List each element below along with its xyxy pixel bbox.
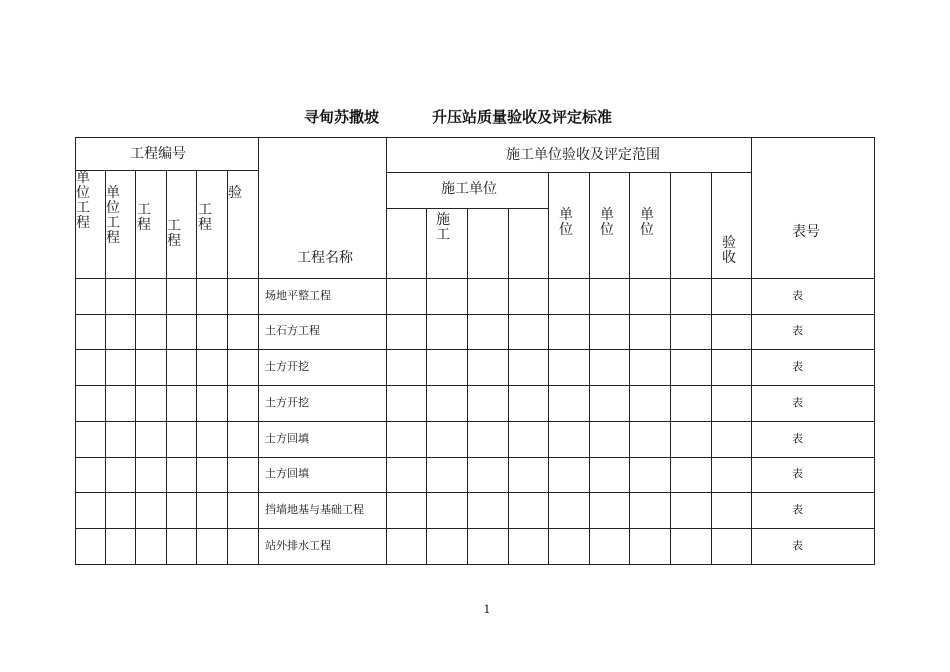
row-line (75, 528, 875, 529)
row-name: 土方回填 (265, 467, 309, 480)
col-line (135, 170, 136, 564)
table-border-right (874, 137, 875, 565)
row-form-no: 表 (792, 539, 803, 552)
row-form-no: 表 (792, 503, 803, 516)
header-unit-col-3: 单位 (640, 207, 654, 238)
col-line (589, 172, 590, 564)
row-form-no: 表 (792, 396, 803, 409)
row-form-no: 表 (792, 324, 803, 337)
header-construction-short: 施工 (436, 212, 450, 243)
header-subcode-2: 单位工程 (106, 185, 120, 246)
col-line (508, 208, 509, 564)
page-number: 1 (483, 603, 491, 616)
col-line (196, 170, 197, 564)
header-unit-col-2: 单位 (600, 207, 614, 238)
row-name: 土方开挖 (265, 360, 309, 373)
title-project: 寻甸苏撒坡 (304, 108, 380, 126)
table-border-bottom (75, 564, 875, 565)
row-line (75, 385, 875, 386)
row-form-no: 表 (792, 289, 803, 302)
row-name: 土方开挖 (265, 396, 309, 409)
row-form-no: 表 (792, 467, 803, 480)
col-line (386, 137, 387, 565)
row-name: 场地平整工程 (265, 289, 331, 302)
row-name: 土石方工程 (265, 324, 320, 337)
header-scope: 施工单位验收及评定范围 (506, 147, 660, 163)
row-line (75, 349, 875, 350)
header-form-no: 表号 (792, 224, 820, 240)
header-unit-col-1: 单位 (559, 207, 573, 238)
row-line (75, 492, 875, 493)
col-line (467, 208, 468, 564)
col-line (227, 170, 228, 564)
header-construction-unit: 施工单位 (441, 181, 497, 197)
col-line (629, 172, 630, 564)
header-line-code (75, 170, 259, 171)
row-line (75, 421, 875, 422)
row-line (75, 457, 875, 458)
header-subcode-3: 工程 (137, 202, 151, 233)
col-line (548, 172, 549, 564)
header-subcode-4: 工程 (167, 218, 181, 249)
header-project-code: 工程编号 (130, 146, 186, 162)
row-form-no: 表 (792, 432, 803, 445)
table-border-top (75, 137, 875, 138)
row-line (75, 314, 875, 315)
header-bottom-line (75, 278, 875, 279)
row-form-no: 表 (792, 360, 803, 373)
col-line (258, 137, 259, 565)
col-line (751, 137, 752, 565)
header-line-scope (386, 172, 752, 173)
header-project-name: 工程名称 (297, 250, 353, 266)
row-name: 站外排水工程 (265, 539, 331, 552)
col-line (670, 172, 671, 564)
header-subcode-1: 单位工程 (76, 170, 90, 231)
header-acceptance: 验收 (722, 235, 736, 266)
col-line (711, 172, 712, 564)
title-subject: 升压站质量验收及评定标准 (432, 108, 613, 126)
header-subcode-6: 验 (228, 185, 242, 201)
col-line (426, 208, 427, 564)
header-subcode-5: 工程 (198, 202, 212, 233)
row-name: 挡墙地基与基础工程 (265, 503, 364, 516)
row-name: 土方回填 (265, 432, 309, 445)
